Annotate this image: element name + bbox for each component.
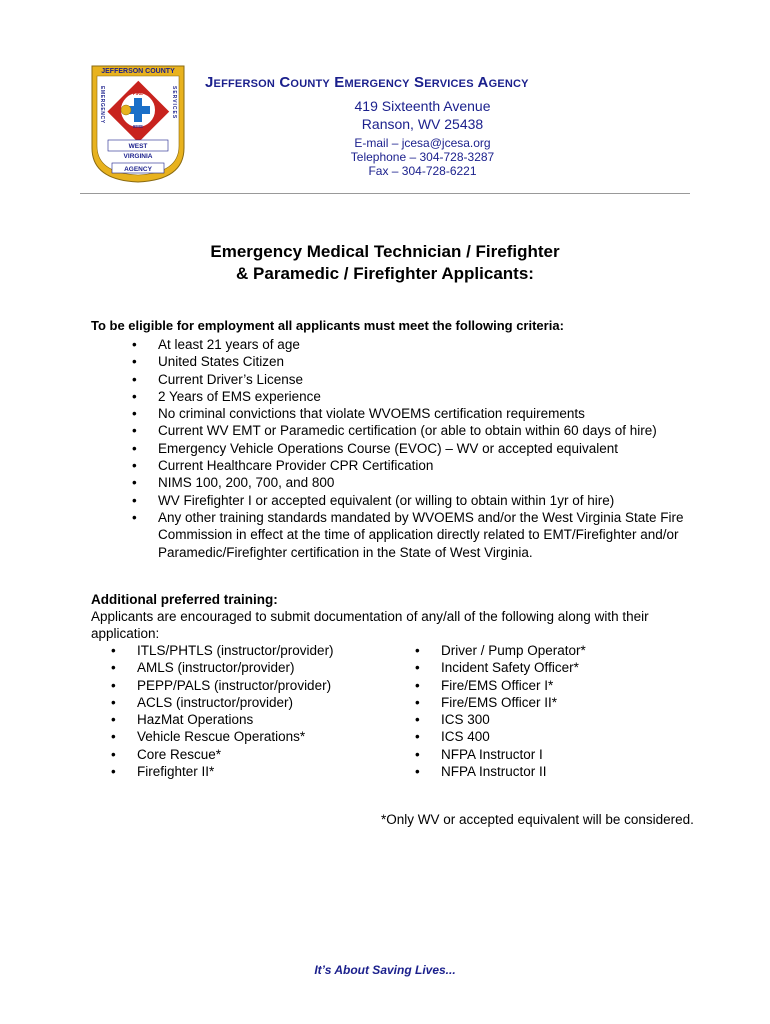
page-title-line2: & Paramedic / Firefighter Applicants: (236, 264, 534, 283)
footer-tagline: It’s About Saving Lives... (314, 963, 456, 977)
agency-name: Jefferson County Emergency Services Agency (205, 74, 529, 91)
list-item: • NFPA Instructor I (415, 746, 586, 763)
footnote: *Only WV or accepted equivalent will be considered. (381, 812, 694, 827)
list-item: • Current Driver’s License (132, 371, 712, 388)
logo-center-top: FIRE (132, 91, 144, 96)
logo-state-line1: WEST (128, 143, 148, 150)
list-item: • ITLS/PHTLS (instructor/provider) (111, 642, 334, 659)
page-title-line1: Emergency Medical Technician / Firefighter (210, 242, 560, 261)
preferred-training-intro: Applicants are encouraged to submit documentation of any/all of the following along with their application: (91, 609, 649, 641)
list-item: • ICS 400 (415, 728, 586, 745)
list-item: • Fire/EMS Officer II* (415, 694, 586, 711)
list-item: • Emergency Vehicle Operations Course (EVOC) – WV or accepted equivalent (132, 440, 712, 457)
email-line: E-mail – jcesa@jcesa.org (354, 136, 491, 150)
list-item: • Current Healthcare Provider CPR Certification (132, 457, 712, 474)
telephone-line: Telephone – 304-728-3287 (350, 150, 495, 164)
address-line: 419 Sixteenth Avenue (354, 98, 491, 114)
list-item: • Firefighter II* (111, 763, 334, 780)
city-line: Ranson, WV 25438 (361, 116, 484, 132)
list-item: • AMLS (instructor/provider) (111, 659, 334, 676)
fax-line: Fax – 304-728-6221 (368, 164, 477, 178)
logo-state-line2: VIRGINIA (123, 153, 153, 160)
list-item: • WV Firefighter I or accepted equivalent (or willing to obtain within 1yr of hire) (132, 492, 712, 509)
list-item: • NIMS 100, 200, 700, and 800 (132, 474, 712, 491)
list-item: • At least 21 years of age (132, 336, 712, 353)
header-divider (80, 193, 690, 194)
list-item: • ACLS (instructor/provider) (111, 694, 334, 711)
logo-right-text: SERVICES (171, 86, 177, 120)
list-item: • HazMat Operations (111, 711, 334, 728)
list-item: • Core Rescue* (111, 746, 334, 763)
list-item: • 2 Years of EMS experience (132, 388, 712, 405)
preferred-list-left (111, 642, 334, 780)
criteria-intro: To be eligible for employment all applicants must meet the following criteria: (91, 318, 564, 333)
agency-seal-logo (88, 60, 188, 185)
list-item: • Any other training standards mandated by WVOEMS and/or the West Virginia State Fire Commission in effect at the time of application directly related to EMT/Firefighter and/or Paramedic/Firefighter certification in the State of West Virginia. (132, 509, 712, 561)
preferred-list-right (415, 642, 586, 780)
criteria-list (132, 336, 712, 561)
list-item: • NFPA Instructor II (415, 763, 586, 780)
logo-bottom-text: AGENCY (124, 166, 152, 173)
list-item: • Incident Safety Officer* (415, 659, 586, 676)
list-item: • Current WV EMT or Paramedic certification (or able to obtain within 60 days of hire) (132, 422, 712, 439)
logo-top-text: JEFFERSON COUNTY (101, 68, 175, 75)
list-item: • Fire/EMS Officer I* (415, 677, 586, 694)
list-item: • No criminal convictions that violate WVOEMS certification requirements (132, 405, 712, 422)
list-item: • Vehicle Rescue Operations* (111, 728, 334, 745)
list-item: • PEPP/PALS (instructor/provider) (111, 677, 334, 694)
list-item: • ICS 300 (415, 711, 586, 728)
logo-left-text: EMERGENCY (99, 86, 105, 124)
logo-center-bottom: EMS (133, 124, 143, 129)
list-item: • United States Citizen (132, 353, 712, 370)
preferred-training-title: Additional preferred training: (91, 592, 278, 607)
list-item: • Driver / Pump Operator* (415, 642, 586, 659)
